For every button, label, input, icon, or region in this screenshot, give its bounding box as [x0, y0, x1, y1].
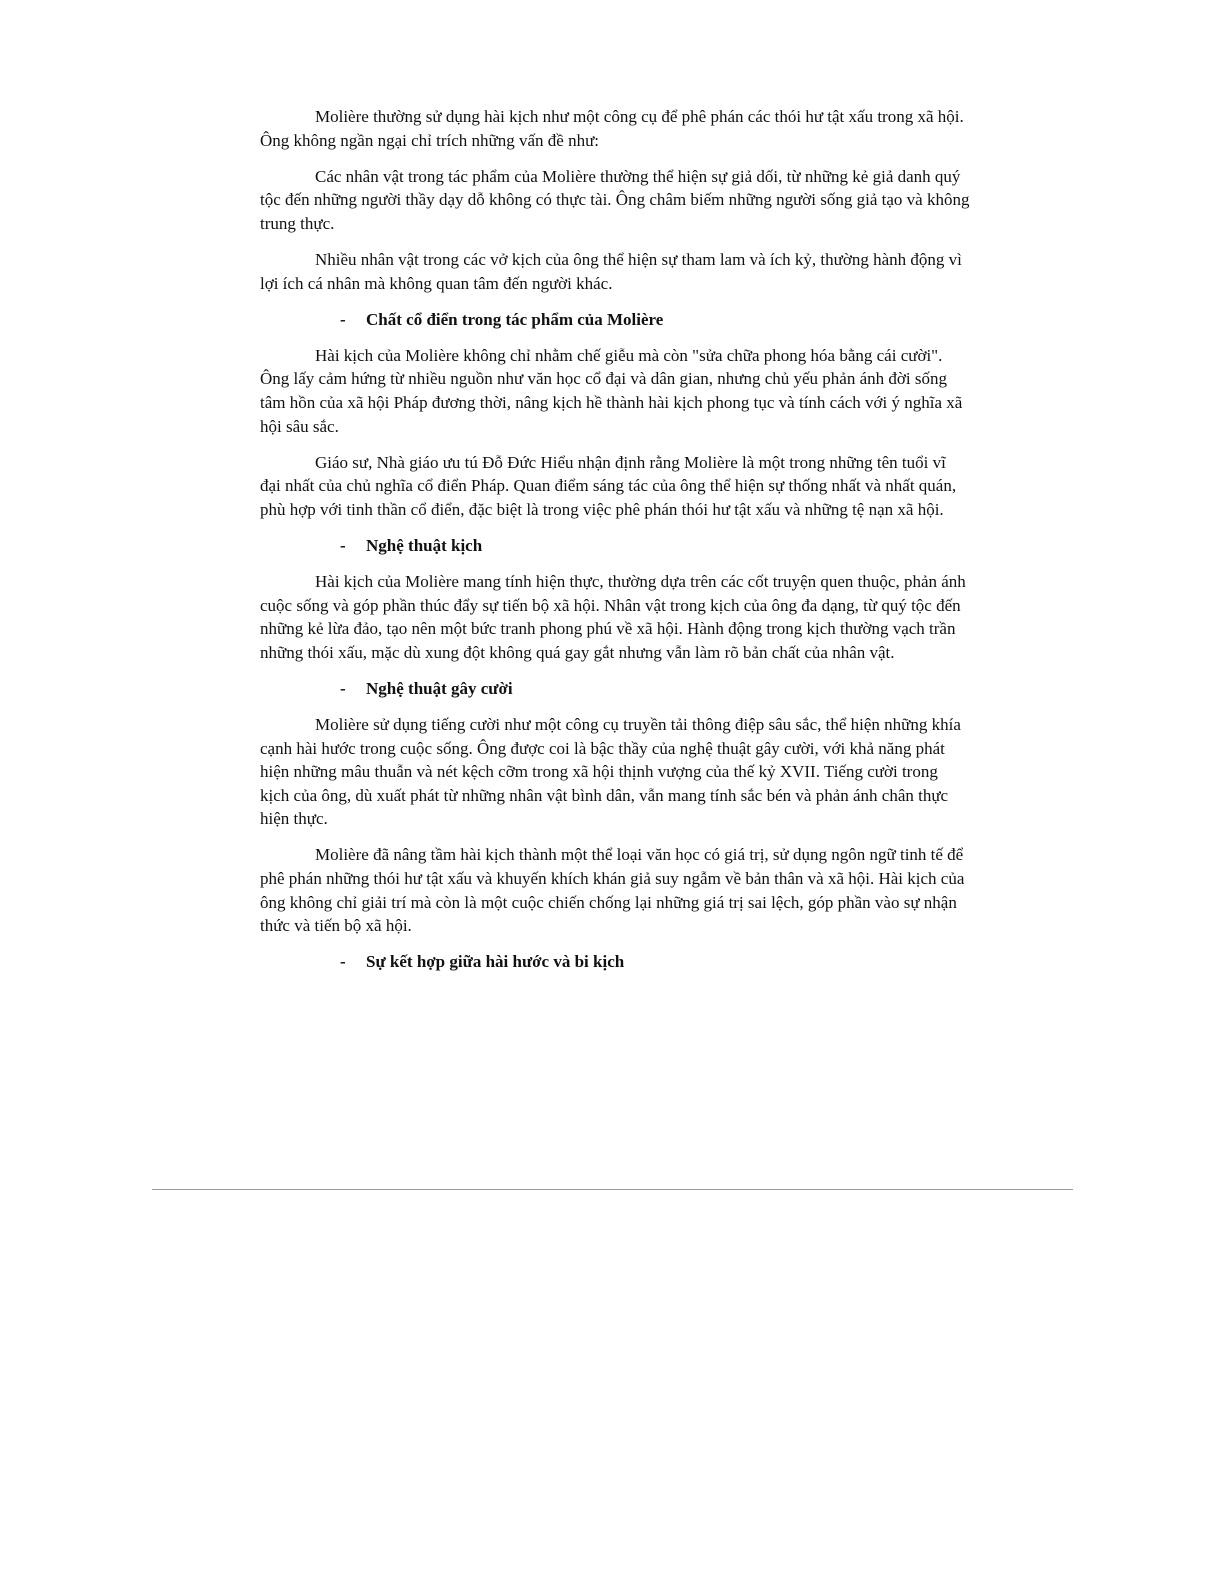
paragraph-comedy-value: Molière đã nâng tầm hài kịch thành một thể loại văn học có giá trị, sử dụng ngôn ngữ tinh tế để phê phán những thói hư tật xấu và khuyến khích khán giả suy ngẫm về bản thân và xã hội. Hài kịch của ông không chỉ giải trí mà còn là một cuộc chiến chống lại những giá trị sai lệch, góp phần vào sự nhận thức và tiến bộ xã hội.	[260, 845, 965, 936]
heading-bullet-dash: -	[340, 309, 346, 329]
heading-text: Chất cổ điển trong tác phẩm của Molière	[366, 309, 664, 329]
paragraph-hypocrisy: Các nhân vật trong tác phẩm của Molière thường thể hiện sự giả dối, từ những kẻ giả danh quý tộc đến những người thầy dạy dỗ không có thực tài. Ông châm biếm những người sống giả tạo và không trung thực.	[260, 166, 970, 233]
heading-classicism	[260, 308, 970, 332]
heading-text: Nghệ thuật gây cười	[366, 678, 513, 698]
heading-text: Nghệ thuật kịch	[366, 535, 483, 555]
page-break-divider	[152, 1189, 1073, 1190]
heading-bullet-dash: -	[340, 952, 346, 972]
paragraph-criticism-intro: Molière thường sử dụng hài kịch như một công cụ để phê phán các thói hư tật xấu trong xã hội. Ông không ngần ngại chỉ trích những vấn đề như:	[260, 107, 964, 150]
paragraph-greed: Nhiều nhân vật trong các vở kịch của ông thể hiện sự tham lam và ích kỷ, thường hành động vì lợi ích cá nhân mà không quan tâm đến người khác.	[260, 249, 962, 293]
paragraph-professor-view: Giáo sư, Nhà giáo ưu tú Đỗ Đức Hiểu nhận định rằng Molière là một trong những tên tuổi vĩ đại nhất của chủ nghĩa cổ điển Pháp. Quan điểm sáng tác của ông thể hiện sự thống nhất và nhất quán, phù hợp với tinh thần cổ điển, đặc biệt là trong việc phê phán thói hư tật xấu và những tệ nạn xã hội.	[260, 452, 957, 519]
paragraph-laughter-tool: Molière sử dụng tiếng cười như một công cụ truyền tải thông điệp sâu sắc, thể hiện những khía cạnh hài hước trong cuộc sống. Ông được coi là bậc thầy của nghệ thuật gây cười, với khả năng phát hiện những mâu thuẫn và nét kệch cỡm trong xã hội thịnh vượng của thế kỷ XVII. Tiếng cười trong kịch của ông, dù xuất phát từ những nhân vật bình dân, vẫn mang tính sắc bén và phản ánh chân thực hiện thực.	[260, 714, 961, 829]
heading-comic-art	[260, 677, 970, 701]
heading-comedy-tragedy	[260, 950, 970, 974]
heading-bullet-dash: -	[340, 678, 346, 698]
document-body	[260, 105, 970, 986]
paragraph-comedy-purpose: Hài kịch của Molière không chỉ nhằm chế giễu mà còn "sửa chữa phong hóa bằng cái cười". Ông lấy cảm hứng từ nhiều nguồn như văn học cổ đại và dân gian, nhưng chủ yếu phản ánh đời sống tâm hồn của xã hội Pháp đương thời, nâng kịch hề thành hài kịch phong tục và tính cách với ý nghĩa xã hội sâu sắc.	[260, 345, 963, 436]
heading-bullet-dash: -	[340, 535, 346, 555]
heading-drama-art	[260, 534, 970, 558]
paragraph-realism: Hài kịch của Molière mang tính hiện thực, thường dựa trên các cốt truyện quen thuộc, phản ánh cuộc sống và góp phần thúc đẩy sự tiến bộ xã hội. Nhân vật trong kịch của ông đa dạng, từ quý tộc đến những kẻ lừa đảo, tạo nên một bức tranh phong phú về xã hội. Hành động trong kịch thường vạch trần những thói xấu, mặc dù xung đột không quá gay gắt nhưng vẫn làm rõ bản chất của nhân vật.	[260, 572, 966, 662]
heading-text: Sự kết hợp giữa hài hước và bi kịch	[366, 952, 625, 972]
